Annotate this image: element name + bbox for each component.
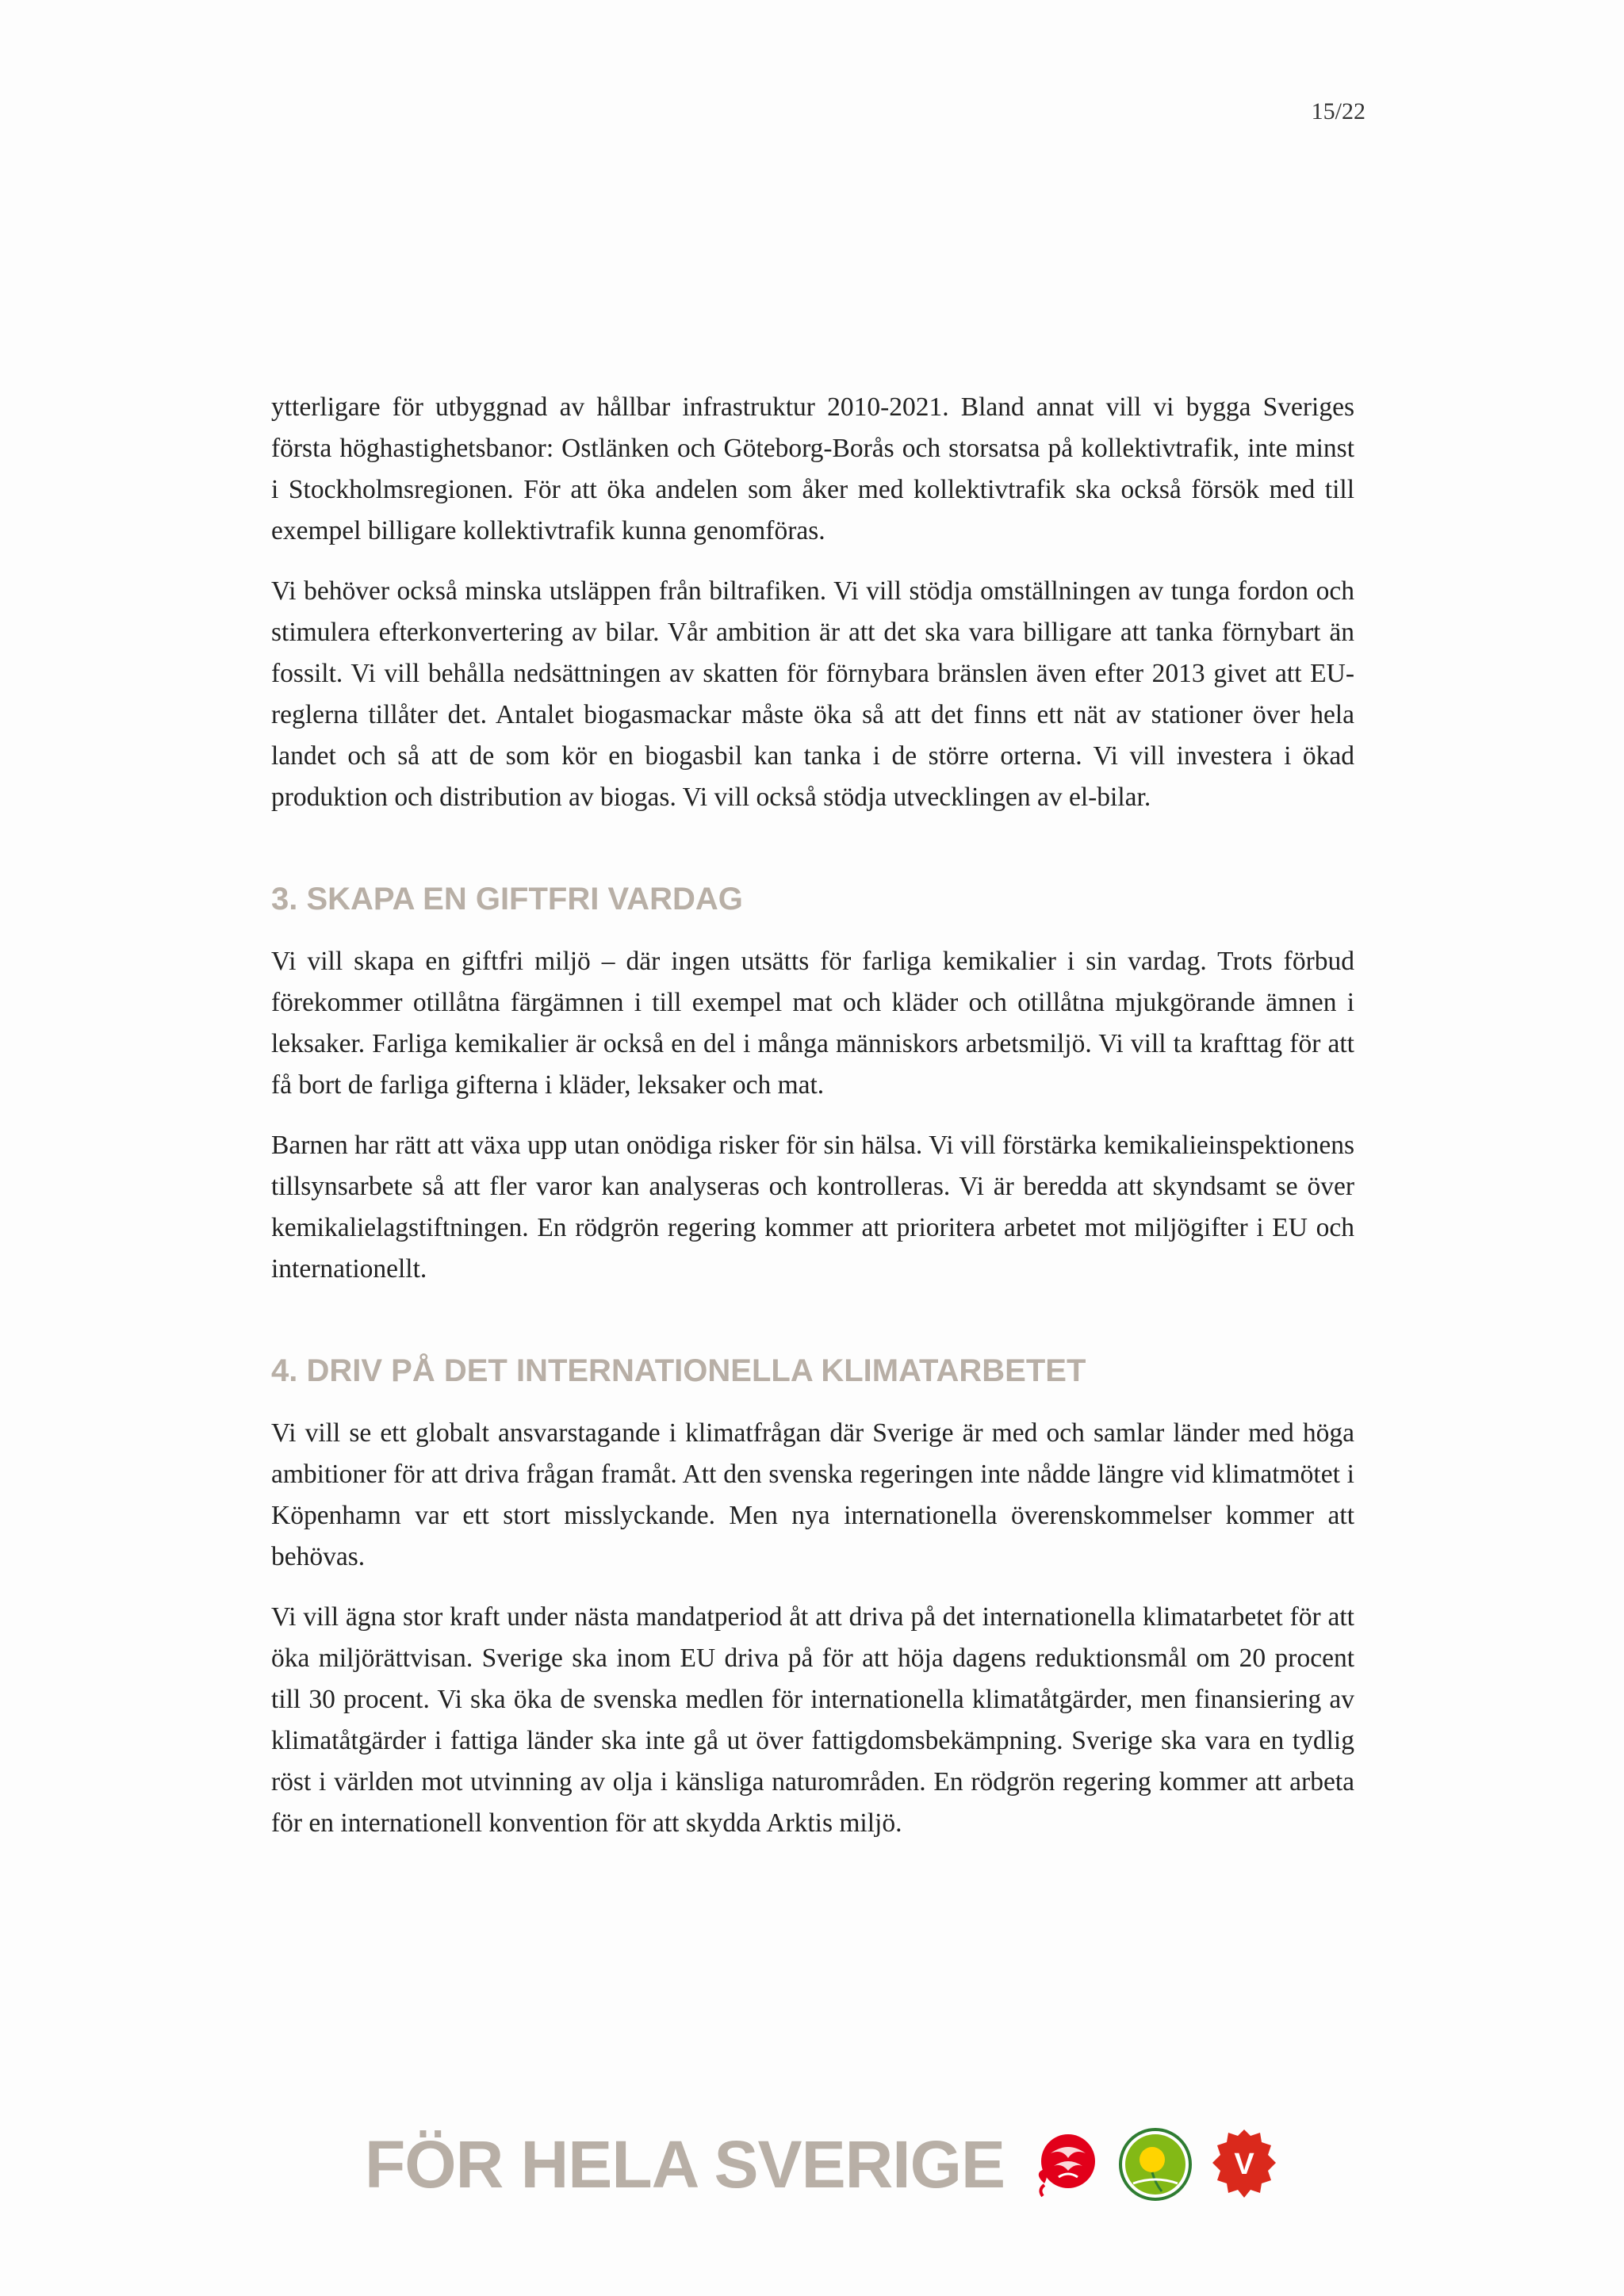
body-paragraph: Vi behöver också minska utsläppen från biltrafiken. Vi vill stödja omställningen av tunga fordon och stimulera efterkonvertering av bilar. Vår ambition är att det ska vara billigare att tanka förnybart än fossilt. Vi vill behålla nedsättningen av skatten för förnybara bränslen även efter 2013 givet att EU-reglerna tillåter det. Antalet biogasmackar måste öka så att det finns ett nät av stationer över hela landet och så att de som kör en biogasbil kan tanka i de större orterna. Vi vill investera i ökad produktion och distribution av biogas. Vi vill också stödja utvecklingen av el-bilar. bbox=[271, 576, 1354, 812]
body-paragraph: Vi vill ägna stor kraft under nästa mandatperiod åt att driva på det internationella klimatarbetet för att öka miljörättvisan. Sverige ska inom EU driva på för att höja dagens reduktionsmål om 20 procent till 30 procent. Vi ska öka de svenska medlen för internationella klimatåtgärder, men finansiering av klimatåtgärder i fattiga länder ska inte gå ut över fattigdomsbekämpning. Sverige ska vara en tydlig röst i världen mot utvinning av olja i känsliga naturområden. En rödgrön regering kommer att arbeta för en internationell konvention för att skydda Arktis miljö. bbox=[271, 1602, 1354, 1838]
footer bbox=[365, 2125, 1293, 2204]
page-number: 15/22 bbox=[1311, 98, 1365, 124]
body-paragraph: ytterligare för utbyggnad av hållbar infrastruktur 2010-2021. Bland annat vill vi bygga Sveriges första höghastighetsbanor: Ostlänken och Göteborg-Borås och storsatsa på kollektivtrafik, inte minst i Stockholmsregionen. För att öka andelen som åker med kollektivtrafik ska också försök med till exempel billigare kollektivtrafik kunna genomföras. bbox=[271, 392, 1354, 545]
document-body bbox=[271, 387, 1354, 1863]
dandelion-logo-icon bbox=[1116, 2125, 1195, 2204]
v-logo-letter: V bbox=[1234, 2148, 1254, 2181]
rose-logo-icon bbox=[1027, 2125, 1106, 2204]
section-heading: 3. SKAPA EN GIFTFRI VARDAG bbox=[271, 882, 743, 916]
v-logo-icon bbox=[1205, 2125, 1284, 2204]
body-paragraph: Vi vill skapa en giftfri miljö – där ingen utsätts för farliga kemikalier i sin vardag. Trots förbud förekommer otillåtna färgämnen i till exempel mat och kläder och otillåtna mjukgörande ämnen i leksaker. Farliga kemikalier är också en del i många människors arbetsmiljö. Vi vill ta krafttag för att få bort de farliga gifterna i kläder, leksaker och mat. bbox=[271, 947, 1354, 1100]
body-paragraph: Barnen har rätt att växa upp utan onödiga risker för sin hälsa. Vi vill förstärka kemikalieinspektionens tillsynsarbete så att fler varor kan analyseras och kontrolleras. Vi är beredda att skyndsamt se över kemikalielagstiftningen. En rödgrön regering kommer att prioritera arbetet mot miljögifter i EU och internationellt. bbox=[271, 1131, 1354, 1284]
section-heading: 4. DRIV PÅ DET INTERNATIONELLA KLIMATARBETET bbox=[271, 1353, 1086, 1388]
body-paragraph: Vi vill se ett globalt ansvarstagande i klimatfrågan där Sverige är med och samlar länder med höga ambitioner för att driva frågan framåt. Att den svenska regeringen inte nådde längre vid klimatmötet i Köpenhamn var ett stort misslyckande. Men nya internationella överenskommelser kommer att behövas. bbox=[271, 1418, 1354, 1571]
footer-slogan: FÖR HELA SVERIGE bbox=[365, 2127, 1005, 2202]
